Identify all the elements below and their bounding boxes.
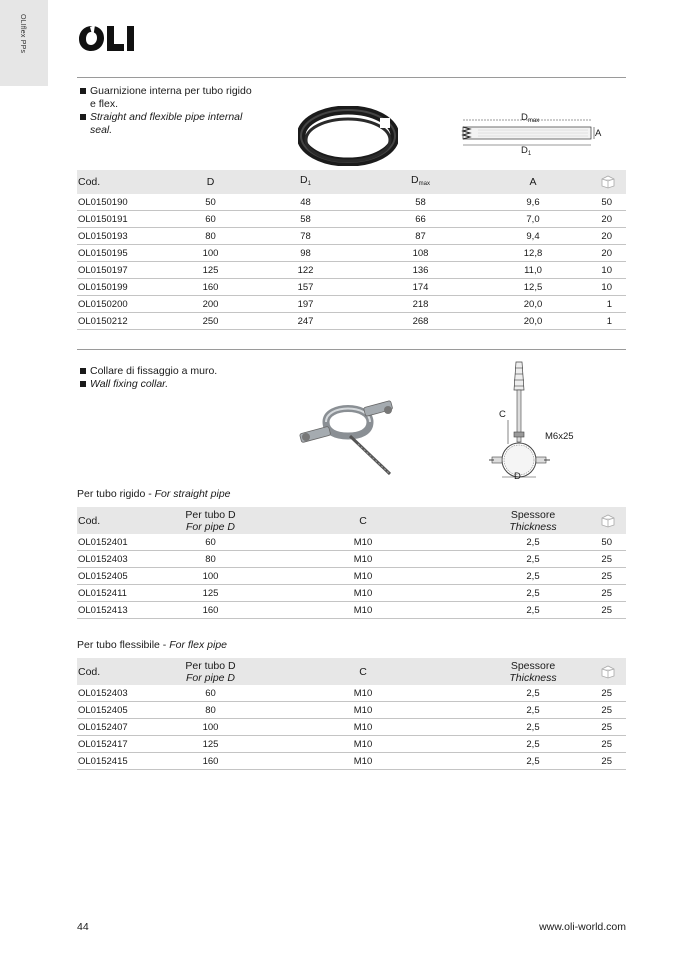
cell-a: 11,0 bbox=[478, 262, 588, 279]
col-cod: Cod. bbox=[77, 170, 173, 194]
cell-s: 2,5 bbox=[478, 685, 588, 702]
cell-d1: 197 bbox=[248, 296, 363, 313]
bullet-it: Guarnizione interna per tubo rigido e flex. bbox=[80, 85, 260, 111]
cell-dmax: 58 bbox=[363, 194, 478, 211]
col-c: C bbox=[248, 507, 478, 534]
seal-ring-image bbox=[298, 106, 398, 166]
table-row bbox=[77, 211, 626, 228]
rigid-collar-table bbox=[77, 507, 626, 619]
col-thickness: Spessore Thickness bbox=[478, 507, 588, 534]
cell-qty: 25 bbox=[588, 719, 626, 736]
cell-cod: OL0152405 bbox=[77, 568, 173, 585]
col-pack bbox=[588, 170, 626, 194]
cell-c: M10 bbox=[248, 568, 478, 585]
cell-cod: OL0152403 bbox=[77, 551, 173, 568]
flex-collar-table bbox=[77, 658, 626, 770]
table-row bbox=[77, 719, 626, 736]
cell-qty: 25 bbox=[588, 568, 626, 585]
cell-cod: OL0150191 bbox=[77, 211, 173, 228]
cell-a: 12,5 bbox=[478, 279, 588, 296]
cell-s: 2,5 bbox=[478, 534, 588, 551]
cell-cod: OL0152411 bbox=[77, 585, 173, 602]
package-icon bbox=[600, 175, 616, 189]
table-row bbox=[77, 602, 626, 619]
cell-qty: 25 bbox=[588, 702, 626, 719]
col-cod: Cod. bbox=[77, 658, 173, 685]
cell-cod: OL0150200 bbox=[77, 296, 173, 313]
cell-qty: 1 bbox=[588, 296, 626, 313]
cell-dmax: 174 bbox=[363, 279, 478, 296]
cell-s: 2,5 bbox=[478, 602, 588, 619]
cell-dmax: 268 bbox=[363, 313, 478, 330]
dmax-label: $D_{max}$ bbox=[521, 112, 540, 124]
cell-qty: 10 bbox=[588, 262, 626, 279]
package-icon bbox=[600, 514, 616, 528]
table-row bbox=[77, 245, 626, 262]
table-row bbox=[77, 585, 626, 602]
table-row bbox=[77, 551, 626, 568]
section2-rule bbox=[77, 349, 626, 350]
cell-s: 2,5 bbox=[478, 551, 588, 568]
table-row bbox=[77, 702, 626, 719]
cell-cod: OL0150212 bbox=[77, 313, 173, 330]
cell-cod: OL0152403 bbox=[77, 685, 173, 702]
cell-qty: 50 bbox=[588, 534, 626, 551]
cell-a: 20,0 bbox=[478, 296, 588, 313]
cell-c: M10 bbox=[248, 551, 478, 568]
cell-dmax: 87 bbox=[363, 228, 478, 245]
cell-d: 80 bbox=[173, 228, 248, 245]
cell-cod: OL0152417 bbox=[77, 736, 173, 753]
bullet-en: Straight and flexible pipe internal seal. bbox=[80, 111, 260, 137]
table-row bbox=[77, 228, 626, 245]
cell-d: 60 bbox=[173, 211, 248, 228]
cell-cod: OL0152413 bbox=[77, 602, 173, 619]
cell-qty: 25 bbox=[588, 602, 626, 619]
oli-logo bbox=[78, 24, 140, 52]
cell-qty: 20 bbox=[588, 211, 626, 228]
col-pipe-d: Per tubo D For pipe D bbox=[173, 507, 248, 534]
col-dmax: $D_{max}$ bbox=[363, 170, 478, 194]
d1-label: $D_1$ bbox=[521, 145, 532, 157]
cell-a: 9,4 bbox=[478, 228, 588, 245]
cell-d1: 157 bbox=[248, 279, 363, 296]
bullet-en: Wall fixing collar. bbox=[80, 378, 260, 391]
section2-bullets bbox=[80, 365, 260, 391]
cell-cod: OL0150197 bbox=[77, 262, 173, 279]
col-d1: $D_1$ bbox=[248, 170, 363, 194]
cell-dmax: 66 bbox=[363, 211, 478, 228]
table-row bbox=[77, 296, 626, 313]
cell-cod: OL0150199 bbox=[77, 279, 173, 296]
wall-collar-image bbox=[298, 396, 398, 478]
cell-d: 125 bbox=[173, 736, 248, 753]
a-label: A bbox=[595, 128, 602, 139]
cell-d1: 98 bbox=[248, 245, 363, 262]
cell-qty: 20 bbox=[588, 228, 626, 245]
cell-d: 100 bbox=[173, 245, 248, 262]
col-c: C bbox=[248, 658, 478, 685]
cell-s: 2,5 bbox=[478, 719, 588, 736]
cell-s: 2,5 bbox=[478, 702, 588, 719]
cell-cod: OL0152405 bbox=[77, 702, 173, 719]
table-row bbox=[77, 685, 626, 702]
cell-c: M10 bbox=[248, 702, 478, 719]
cell-qty: 25 bbox=[588, 736, 626, 753]
cell-d1: 48 bbox=[248, 194, 363, 211]
package-icon bbox=[600, 665, 616, 679]
cell-d: 160 bbox=[173, 753, 248, 770]
cell-dmax: 218 bbox=[363, 296, 478, 313]
col-pipe-d: Per tubo D For pipe D bbox=[173, 658, 248, 685]
cell-d1: 58 bbox=[248, 211, 363, 228]
cell-a: 7,0 bbox=[478, 211, 588, 228]
cell-c: M10 bbox=[248, 534, 478, 551]
page-number: 44 bbox=[77, 921, 89, 933]
cell-qty: 10 bbox=[588, 279, 626, 296]
cell-dmax: 108 bbox=[363, 245, 478, 262]
cell-dmax: 136 bbox=[363, 262, 478, 279]
cell-c: M10 bbox=[248, 753, 478, 770]
cell-d: 50 bbox=[173, 194, 248, 211]
rigid-subhead: Per tubo rigido - For straight pipe bbox=[77, 488, 231, 500]
table-row bbox=[77, 736, 626, 753]
cell-c: M10 bbox=[248, 736, 478, 753]
cell-d: 160 bbox=[173, 279, 248, 296]
col-a: A bbox=[478, 170, 588, 194]
table-row bbox=[77, 313, 626, 330]
cell-cod: OL0152407 bbox=[77, 719, 173, 736]
col-cod: Cod. bbox=[77, 507, 173, 534]
cell-cod: OL0150193 bbox=[77, 228, 173, 245]
table-row bbox=[77, 262, 626, 279]
cell-s: 2,5 bbox=[478, 585, 588, 602]
cell-qty: 25 bbox=[588, 551, 626, 568]
cell-d1: 78 bbox=[248, 228, 363, 245]
cell-d1: 247 bbox=[248, 313, 363, 330]
cell-s: 2,5 bbox=[478, 753, 588, 770]
m6x25-label: M6x25 bbox=[545, 431, 574, 442]
cell-d: 80 bbox=[173, 702, 248, 719]
cell-cod: OL0150195 bbox=[77, 245, 173, 262]
seal-table bbox=[77, 170, 626, 330]
cell-d: 80 bbox=[173, 551, 248, 568]
side-tab bbox=[0, 0, 48, 86]
cell-a: 9,6 bbox=[478, 194, 588, 211]
top-rule bbox=[77, 77, 626, 78]
cell-cod: OL0152401 bbox=[77, 534, 173, 551]
cell-cod: OL0152415 bbox=[77, 753, 173, 770]
cell-c: M10 bbox=[248, 685, 478, 702]
d-label: D bbox=[514, 471, 521, 482]
cell-d: 160 bbox=[173, 602, 248, 619]
cell-qty: 50 bbox=[588, 194, 626, 211]
cell-qty: 20 bbox=[588, 245, 626, 262]
table-row bbox=[77, 568, 626, 585]
cell-s: 2,5 bbox=[478, 736, 588, 753]
cell-d: 250 bbox=[173, 313, 248, 330]
cell-c: M10 bbox=[248, 602, 478, 619]
cell-d: 100 bbox=[173, 719, 248, 736]
bullet-it: Collare di fissaggio a muro. bbox=[80, 365, 260, 378]
wall-collar-diagram bbox=[486, 360, 556, 480]
cell-cod: OL0150190 bbox=[77, 194, 173, 211]
cell-c: M10 bbox=[248, 585, 478, 602]
cell-d: 125 bbox=[173, 585, 248, 602]
table-row bbox=[77, 753, 626, 770]
table-row bbox=[77, 534, 626, 551]
cell-s: 2,5 bbox=[478, 568, 588, 585]
cell-c: M10 bbox=[248, 719, 478, 736]
cell-d: 60 bbox=[173, 685, 248, 702]
cell-d: 125 bbox=[173, 262, 248, 279]
col-d: D bbox=[173, 170, 248, 194]
side-tab-label: OLIflex PPs bbox=[19, 14, 26, 54]
section1-bullets bbox=[80, 85, 260, 137]
website-url[interactable]: www.oli-world.com bbox=[539, 921, 626, 933]
cell-qty: 25 bbox=[588, 585, 626, 602]
cell-d: 60 bbox=[173, 534, 248, 551]
table-row bbox=[77, 279, 626, 296]
flex-subhead: Per tubo flessibile - For flex pipe bbox=[77, 639, 227, 651]
table-row bbox=[77, 194, 626, 211]
cell-qty: 25 bbox=[588, 685, 626, 702]
cell-qty: 1 bbox=[588, 313, 626, 330]
col-pack bbox=[588, 507, 626, 534]
cell-a: 12,8 bbox=[478, 245, 588, 262]
col-pack bbox=[588, 658, 626, 685]
c-label: C bbox=[499, 409, 506, 420]
cell-d: 100 bbox=[173, 568, 248, 585]
cell-d: 200 bbox=[173, 296, 248, 313]
cell-a: 20,0 bbox=[478, 313, 588, 330]
cell-qty: 25 bbox=[588, 753, 626, 770]
cell-d1: 122 bbox=[248, 262, 363, 279]
col-thickness: Spessore Thickness bbox=[478, 658, 588, 685]
